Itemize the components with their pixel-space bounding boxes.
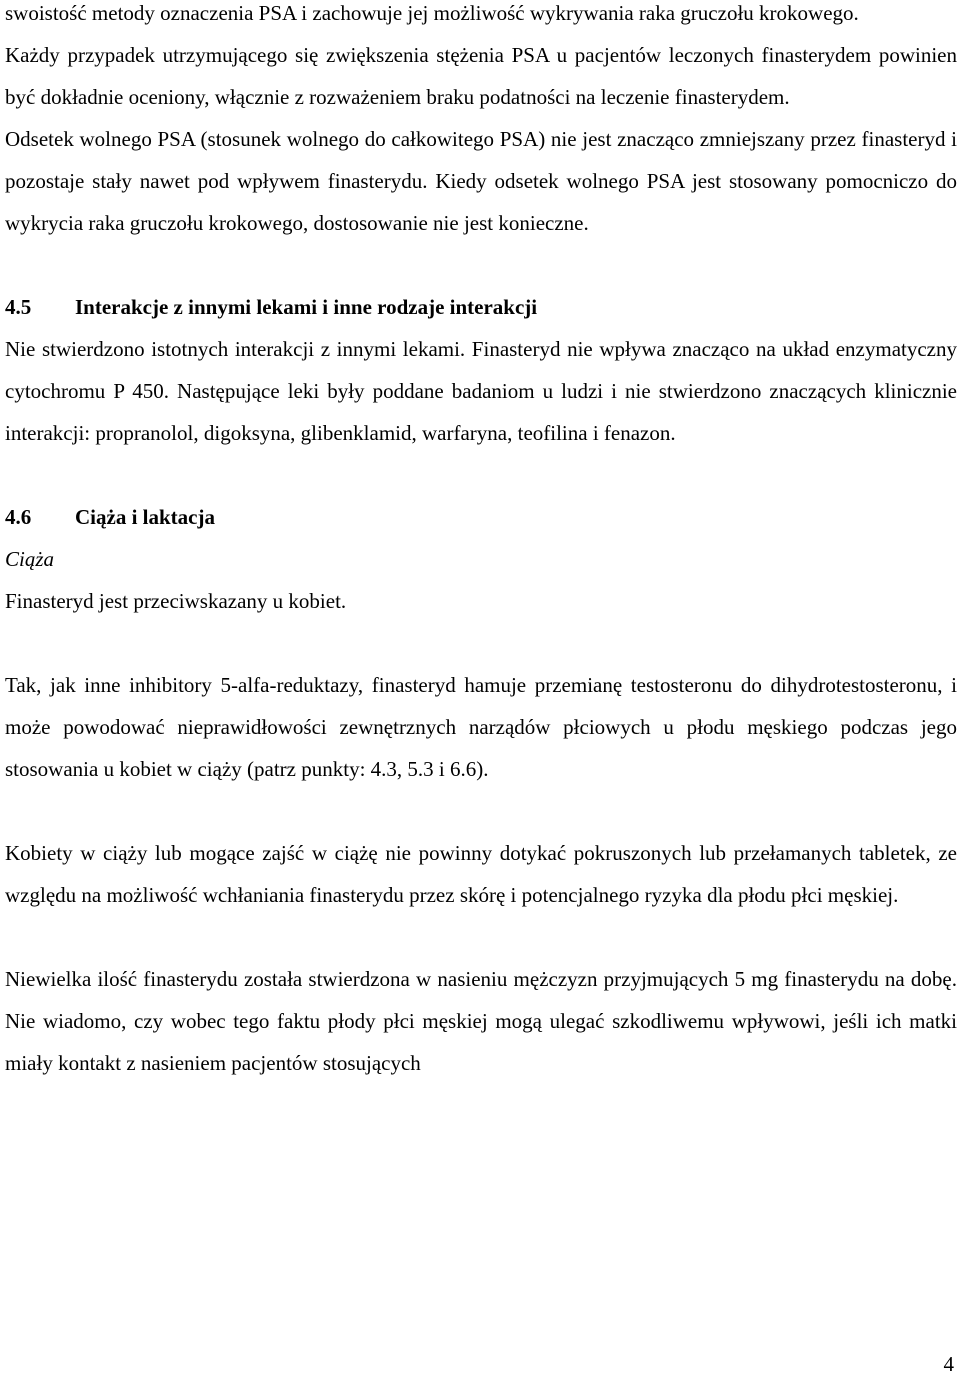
section-heading-4-5	[5, 286, 957, 328]
section-title: Interakcje z innymi lekami i inne rodzaje interakcji	[75, 295, 538, 319]
paragraph-interactions: Nie stwierdzono istotnych interakcji z innymi lekami. Finasteryd nie wpływa znacząco na układ enzymatyczny cytochromu P 450. Następujące leki były poddane badaniom u ludzi i nie stwierdzono znaczących klinicznie interakcji: propranolol, digoksyna, glibenklamid, warfaryna, teofilina i fenazon.	[5, 337, 957, 445]
page-number: 4	[943, 1352, 954, 1376]
spacer	[5, 622, 957, 664]
paragraph-psa-increase: Każdy przypadek utrzymującego się zwiększenia stężenia PSA u pacjentów leczonych finasterydem powinien być dokładnie oceniony, włącznie z rozważeniem braku podatności na leczenie finasterydem.	[5, 43, 957, 109]
paragraph-free-psa: Odsetek wolnego PSA (stosunek wolnego do całkowitego PSA) nie jest znacząco zmniejszany przez finasteryd i pozostaje stały nawet pod wpływem finasterydu. Kiedy odsetek wolnego PSA jest stosowany pomocniczo do wykrycia raka gruczołu krokowego, dostosowanie nie jest konieczne.	[5, 127, 957, 235]
subheading-pregnancy: Ciąża	[5, 547, 55, 571]
section-number: 4.6	[5, 505, 32, 529]
paragraph-contraindicated: Finasteryd jest przeciwskazany u kobiet.	[5, 589, 347, 613]
paragraph-crushed-tablets: Kobiety w ciąży lub mogące zajść w ciążę nie powinny dotykać pokruszonych lub przełamanych tabletek, ze względu na możliwość wchłaniania finasterydu przez skórę i potencjalnego ryzyka dla płodu płci męskiej.	[5, 841, 957, 907]
paragraph-semen: Niewielka ilość finasterydu została stwierdzona w nasieniu mężczyzn przyjmujących 5 mg finasterydu na dobę. Nie wiadomo, czy wobec tego faktu płody płci męskiej mogą ulegać szkodliwemu wpływowi, jeśli ich matki miały kontakt z nasieniem pacjentów stosujących	[5, 967, 957, 1075]
section-title: Ciąża i laktacja	[75, 505, 215, 529]
section-heading-4-6	[5, 496, 957, 538]
spacer	[5, 790, 957, 832]
document-page	[5, 0, 957, 1084]
paragraph-psa-specificity: swoistość metody oznaczenia PSA i zachowuje jej możliwość wykrywania raka gruczołu krokowego.	[5, 1, 859, 25]
paragraph-reductase-inhibitors: Tak, jak inne inhibitory 5-alfa-reduktazy, finasteryd hamuje przemianę testosteronu do dihydrotestosteronu, i może powodować nieprawidłowości zewnętrznych narządów płciowych u płodu męskiego podczas jego stosowania u kobiet w ciąży (patrz punkty: 4.3, 5.3 i 6.6).	[5, 673, 957, 781]
section-number: 4.5	[5, 295, 32, 319]
spacer	[5, 916, 957, 958]
spacer	[5, 244, 957, 286]
spacer	[5, 454, 957, 496]
